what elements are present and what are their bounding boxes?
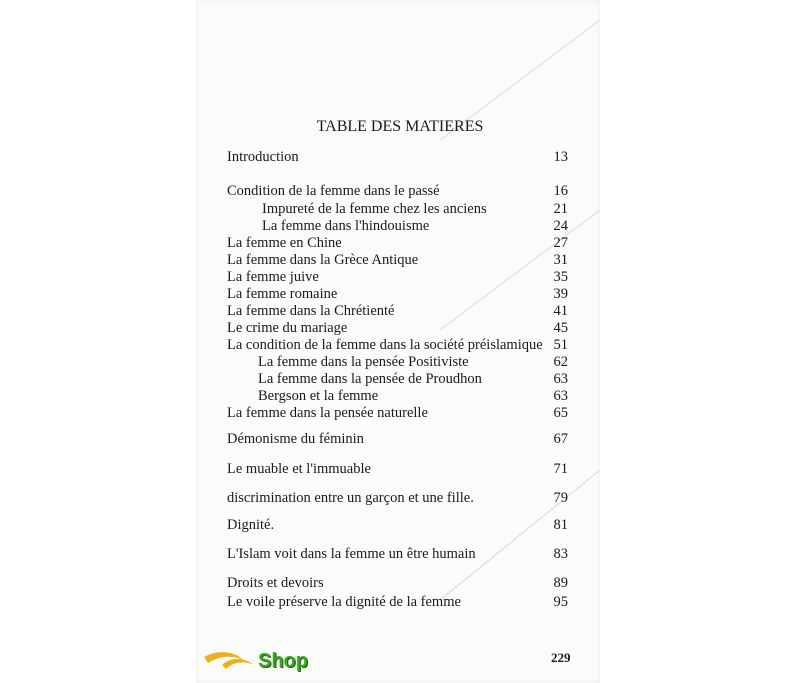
toc-entry-page: 35 [553, 269, 568, 285]
toc-entry [0, 594, 800, 612]
toc-entry [0, 286, 800, 304]
toc-entry-label: La femme juive [227, 269, 319, 285]
toc-entry [0, 354, 800, 372]
toc-entry [0, 546, 800, 564]
toc-entry-page: 41 [553, 303, 568, 319]
toc-entry-page: 63 [553, 371, 568, 387]
toc-entry [0, 431, 800, 449]
toc-entry [0, 371, 800, 389]
toc-entry [0, 183, 800, 201]
toc-entry-label: La femme en Chine [227, 235, 342, 251]
toc-entry-label: La femme dans la pensée Positiviste [258, 354, 469, 370]
toc-entry [0, 517, 800, 535]
toc-entry [0, 320, 800, 338]
toc-entry-page: 83 [553, 546, 568, 562]
toc-entry-page: 95 [553, 594, 568, 610]
toc-entry-page: 67 [553, 431, 568, 447]
toc-entry-label: Le crime du mariage [227, 320, 348, 336]
toc-entry-page: 51 [553, 337, 568, 353]
toc-entry-page: 62 [553, 354, 568, 370]
toc-entry [0, 388, 800, 406]
toc-entry [0, 235, 800, 253]
toc-entry [0, 303, 800, 321]
toc-entry-label: Dignité. [227, 517, 275, 533]
toc-entry-page: 79 [553, 490, 568, 506]
toc-entry-label: La femme dans la Grèce Antique [227, 252, 419, 268]
toc-entry [0, 252, 800, 270]
toc-entry-page: 13 [553, 149, 568, 165]
page-title: TABLE DES MATIERES [316, 118, 484, 135]
toc-entry-label: La femme dans la Chrétienté [227, 303, 395, 319]
toc-entry-label: Le muable et l'immuable [227, 461, 371, 477]
toc-entry-page: 89 [553, 575, 568, 591]
toc-entry-label: Bergson et la femme [258, 388, 379, 404]
toc-entry-page: 24 [553, 218, 568, 234]
toc-entry-page: 45 [553, 320, 568, 336]
toc-entry-page: 21 [553, 201, 568, 217]
toc-entry-label: L'Islam voit dans la femme un être humain [227, 546, 476, 562]
toc-entry [0, 575, 800, 593]
toc-entry-label: Droits et devoirs [227, 575, 324, 591]
toc-entry-label: Démonisme du féminin [227, 431, 364, 447]
toc-entry-page: 81 [553, 517, 568, 533]
toc-entry-label: La femme dans l'hindouisme [262, 218, 430, 234]
toc-entry-label: Impureté de la femme chez les anciens [262, 201, 487, 217]
page-number: 229 [551, 650, 571, 665]
toc-entry-label: Le voile préserve la dignité de la femme [227, 594, 461, 610]
shop-logo: Shop [258, 650, 308, 672]
toc-entry [0, 337, 800, 355]
toc-entry [0, 405, 800, 423]
toc-entry-page: 27 [553, 235, 568, 251]
toc-entry-page: 16 [553, 183, 568, 199]
toc-entry-label: La femme romaine [227, 286, 338, 302]
toc-entry [0, 269, 800, 287]
toc-entry-label: Introduction [227, 149, 299, 165]
toc-entry-page: 63 [553, 388, 568, 404]
toc-entry-label: La condition de la femme dans la société préislamique [227, 337, 543, 353]
toc-entry [0, 201, 800, 219]
toc-entry-page: 71 [553, 461, 568, 477]
toc-entry [0, 461, 800, 479]
toc-entry [0, 149, 800, 167]
toc-entry-page: 31 [553, 252, 568, 268]
toc-entry-label: La femme dans la pensée de Proudhon [258, 371, 482, 387]
toc-entry-label: Condition de la femme dans le passé [227, 183, 440, 199]
toc-entry [0, 218, 800, 236]
toc-entry-page: 39 [553, 286, 568, 302]
toc-entry-label: discrimination entre un garçon et une fille. [227, 490, 474, 506]
toc-entry-label: La femme dans la pensée naturelle [227, 405, 428, 421]
toc-entry [0, 490, 800, 508]
toc-entry-page: 65 [553, 405, 568, 421]
